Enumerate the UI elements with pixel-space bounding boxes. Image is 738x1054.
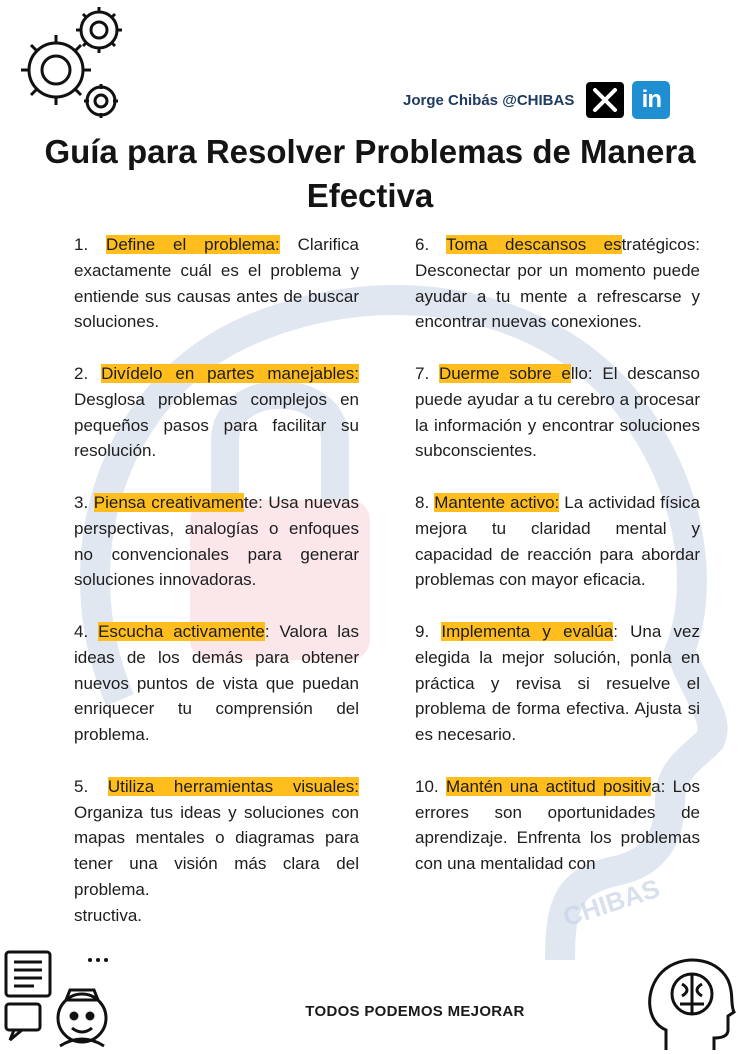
tip-item	[415, 774, 700, 877]
tip-number: 5.	[74, 776, 89, 796]
tip-text: te: Usa nuevas perspectivas, analogías o enfoques no convencionales para generar soluciones innovadoras.	[74, 492, 359, 590]
tip-item	[74, 774, 359, 903]
tip-number: 2.	[74, 363, 89, 383]
tip-item	[74, 490, 359, 593]
tip-text: : Valora las ideas de los demás para obtener nuevos puntos de vista que puedan enriquecer tu comprensión del problema.	[74, 621, 359, 745]
watermark-text: CHIBAS	[559, 873, 664, 933]
author-name: Jorge Chibás @CHIBAS	[403, 91, 575, 109]
tip-text: a: Los errores son oportunidades de aprendizaje. Enfrenta los problemas con una mentalidad con	[415, 776, 700, 874]
right-column	[415, 232, 700, 903]
tip-item	[415, 232, 700, 335]
tip-text: : Una vez elegida la mejor solución, ponla en práctica y revisa si resuelve el problema de forma efectiva. Ajusta si es necesario.	[415, 621, 700, 745]
footer-text: TODOS PODEMOS MEJORAR	[305, 1003, 525, 1020]
author-bar	[403, 84, 670, 116]
brain-head-icon	[636, 950, 736, 1052]
tip-number: 6.	[415, 235, 430, 254]
tip-highlight: Piensa creativamen	[93, 492, 244, 512]
left-column	[74, 232, 359, 929]
tip-item	[74, 619, 359, 748]
tip-text: Clarifica exactamente cuál es el problema y entiende sus causas antes de buscar soluciones.	[74, 235, 359, 332]
page-title: Guía para Resolver Problemas de Manera Efectiva	[44, 133, 696, 214]
tip-text: Organiza tus ideas y soluciones con mapas mentales o diagramas para tener una visión más clara del problema.	[74, 802, 359, 899]
tip-number: 3.	[74, 492, 89, 512]
tip-text: llo: El descanso puede ayudar a tu cerebro a procesar la información y encontrar soluciones subconscientes.	[415, 363, 700, 461]
tip-highlight: Mantén una actitud positiv	[445, 776, 652, 796]
tip-highlight: Duerme sobre e	[438, 363, 571, 383]
tip-highlight: Escucha activamente	[98, 621, 265, 641]
tip-text: La actividad física mejora tu claridad mental y capacidad de reacción para abordar problemas con mayor eficacia.	[415, 492, 700, 590]
tip-number: 7.	[415, 363, 430, 383]
tip-item	[74, 361, 359, 464]
tip-item	[74, 232, 359, 335]
tip-text: Desglosa problemas complejos en pequeños pasos para facilitar su resolución.	[74, 389, 359, 461]
tip-highlight: Define el problema:	[106, 235, 280, 254]
tip-number: 8.	[415, 492, 430, 512]
tip-item	[415, 361, 700, 464]
tip-item	[415, 619, 700, 748]
tip-highlight: Implementa y evalúa	[441, 621, 614, 641]
tip-text: tratégicos: Desconectar por un momento puede ayudar a tu mente a refrescarse y encontrar nuevas conexiones.	[415, 235, 700, 332]
linkedin-icon[interactable]: in	[632, 81, 670, 119]
tip-number: 9.	[415, 621, 430, 641]
tip-number: 1.	[74, 235, 89, 254]
thinking-person-icon	[2, 946, 120, 1052]
tip-highlight: Mantente activo:	[434, 492, 560, 512]
tip-highlight: Divídelo en partes manejables:	[101, 363, 359, 383]
tip-number: 10.	[415, 776, 439, 796]
x-logo-icon[interactable]	[586, 82, 624, 118]
tip-highlight: Utiliza herramientas visuales:	[107, 776, 359, 796]
tip-number: 4.	[74, 621, 89, 641]
tip-highlight: Toma descansos es	[446, 235, 622, 254]
tip-item	[415, 490, 700, 593]
trailing-text: structiva.	[74, 905, 143, 925]
gears-icon	[2, 2, 130, 128]
